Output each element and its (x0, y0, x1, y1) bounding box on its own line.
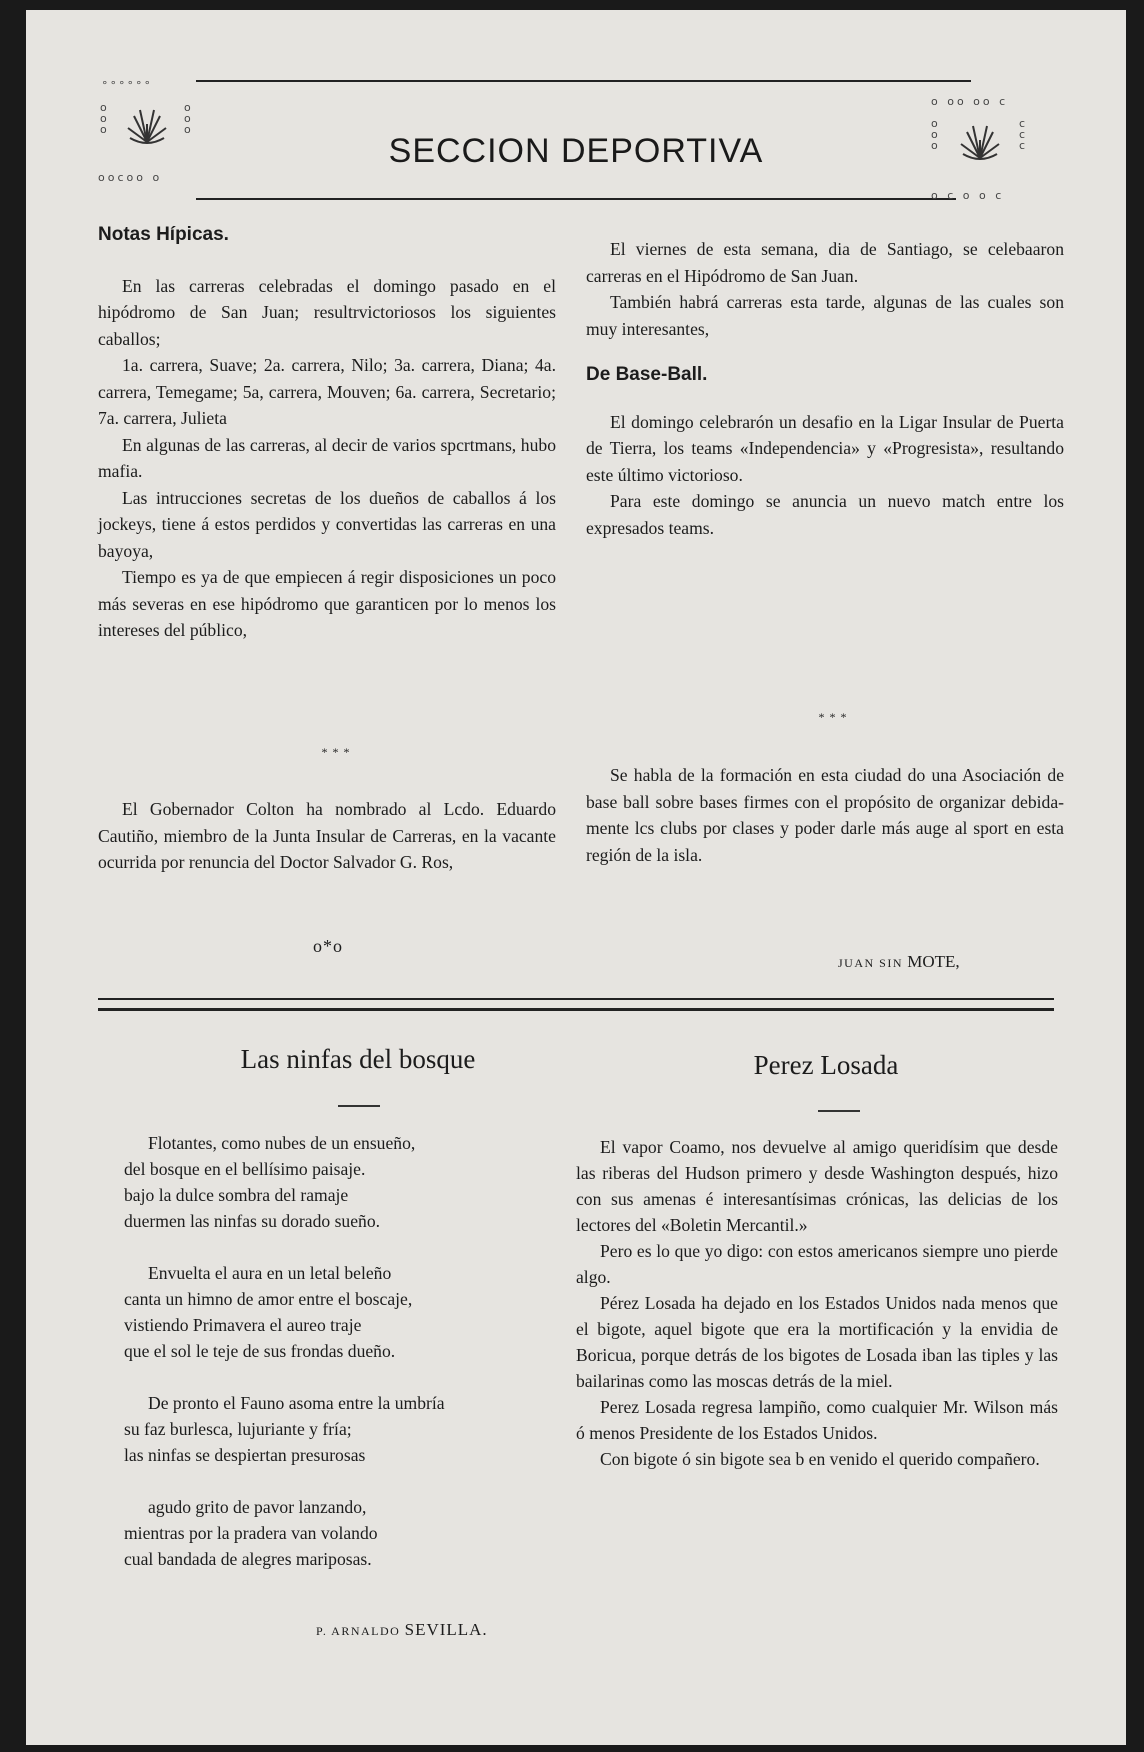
poem-line: del bosque en el bellísimo paisaje. (124, 1159, 366, 1179)
poem-line: Envuelta el aura en un letal beleño (148, 1263, 392, 1283)
perez-losada-title: Perez Losada (753, 1050, 899, 1080)
paragraph: El Gobernador Colton ha nombrado al Lcdo. Eduardo Cautiño, miembro de la Junta Insular de Carreras, en la vacante ocurrida por renuncia del Doctor Salvador G. Ros, (98, 799, 556, 872)
paragraph: En las carreras celebradas el domingo pasado en el hipódromo de San Juan; resultrvictoriosos los siguientes caballos; (98, 275, 556, 349)
paragraph: Para este domingo se anuncia un nuevo match entre los expresados teams. (586, 491, 1064, 538)
poem-line: De pronto el Fauno asoma entre la umbría (148, 1393, 445, 1413)
paragraph: Pérez Losada ha dejado en los Estados Unidos nada menos que el bigote, aquel bigote que era la mortificación y la envidia de Boricua, porque detrás de los bigotes de Losada iban las tiples y las bailarinas como las moscas detrás de la miel. (576, 1293, 1058, 1391)
perez-losada-column (576, 1134, 1058, 1472)
poem-line: que el sol le teje de sus frondas dueño. (124, 1341, 396, 1361)
paragraph: Perez Losada regresa lampiño, como cualquier Mr. Wilson más ó menos Presidente de los Estados Unidos. (576, 1397, 1058, 1443)
base-ball-heading: De Base-Ball. (586, 364, 708, 385)
poem-line: vistiendo Primavera el aureo traje (124, 1315, 362, 1335)
juan-sin-mote-signature (838, 952, 960, 972)
poem-line: su faz burlesca, lujuriante y fría; (124, 1419, 352, 1439)
gobernador-paragraph (98, 796, 556, 876)
poem-line: mientras por la pradera van volando (124, 1523, 378, 1543)
poem-line: agudo grito de pavor lanzando, (148, 1497, 367, 1517)
notas-hipicas-column (98, 222, 556, 644)
perez-losada-title-rule (818, 1110, 860, 1112)
poem-stanza (124, 1494, 564, 1572)
separator-oxo: o*o (313, 936, 343, 956)
paragraph: Tiempo es ya de que empiecen á regir disposiciones un poco más severas en ese hipódromo que garanticen por lo menos los intereses del público, (98, 567, 556, 640)
poem-line: duermen las ninfas su dorado sueño. (124, 1211, 381, 1231)
poem-stanza (124, 1390, 564, 1468)
separator-stars: * * * (321, 745, 351, 759)
section-title: SECCION DEPORTIVA (388, 132, 764, 170)
paragraph: Pero es lo que yo digo: con estos americanos siempre uno pierde algo. (576, 1241, 1058, 1287)
left-ornament: °°°°°° o o o o o o oocoo o (98, 79, 191, 184)
separator-stars: * * * (818, 710, 848, 724)
right-ornament: o oo oo c o o o c c c o c o o c (931, 95, 1026, 202)
paragraph: Con bigote ó sin bigote sea b en venido el querido compañero. (600, 1449, 1040, 1469)
paragraph: El domingo celebrarón un desafio en la Ligar Insular de Puerta de Tierra, los teams «Independencia» y «Progresista», resultando este último victorioso. (586, 411, 1064, 485)
santiago-column (586, 236, 1064, 541)
header-rule-bottom (196, 198, 956, 200)
asociacion-paragraph (586, 762, 1064, 868)
paragraph: El vapor Coamo, nos devuelve al amigo queridísim que desde las riberas del Hudson primero y desde Washington después, hizo con sus amenas é interesantísimas crónicas, las delicias de los lectores del «Boletin Mercantil.» (576, 1137, 1058, 1235)
paragraph: También habrá carreras esta tarde, algunas de las cuales son muy interesantes, (586, 292, 1064, 339)
poem-stanza (124, 1260, 564, 1364)
signature-name: MOTE, (907, 952, 960, 971)
paragraph: Las intrucciones secretas de los dueños de caballos á los jockeys, tiene á estos perdidos y convertidas las carreras en una bayoya, (98, 487, 556, 561)
poem-stanza (124, 1130, 564, 1234)
paragraph: El viernes de esta semana, dia de Santiago, se celebaaron carreras en el Hipódromo de San Juan. (586, 239, 1064, 286)
poem-title-rule (338, 1105, 380, 1107)
poem-author (316, 1620, 488, 1640)
poem-title: Las ninfas del bosque (240, 1044, 476, 1074)
author-prefix: P. ARNALDO (316, 1624, 401, 1638)
section-divider-bottom (98, 1008, 1054, 1011)
paragraph: En algunas de las carreras, al decir de varios spcrtmans, hubo mafia. (98, 434, 556, 481)
paragraph: 1a. carrera, Suave; 2a. carrera, Nilo; 3a. carrera, Diana; 4a. carrera, Temegame; 5a, carrera, Mouven; 6a. carrera, Secretario; 7a. carrera, Julieta (98, 355, 556, 428)
poem-line: Flotantes, como nubes de un ensueño, (148, 1133, 416, 1153)
poem-line: bajo la dulce sombra del ramaje (124, 1185, 349, 1205)
signature-prefix: JUAN SIN (838, 956, 904, 970)
author-name: SEVILLA. (404, 1620, 488, 1639)
notas-hipicas-heading: Notas Hípicas. (98, 224, 229, 245)
header-rule-top (196, 80, 971, 82)
poem-line: cual bandada de alegres mariposas. (124, 1549, 372, 1569)
poem-line: canta un himno de amor entre el boscaje, (124, 1289, 413, 1309)
section-divider-top (98, 998, 1054, 1000)
poem-line: las ninfas se despiertan presurosas (124, 1445, 366, 1465)
paragraph: Se habla de la formación en esta ciudad do una Asociación de base ball sobre bases firmes con el propósito de organizar debidamente lcs clubs por clases y poder darle más auge al sport en esta región de la isla. (586, 765, 1064, 865)
poem-body (124, 1130, 564, 1598)
newspaper-page (26, 10, 1126, 1745)
